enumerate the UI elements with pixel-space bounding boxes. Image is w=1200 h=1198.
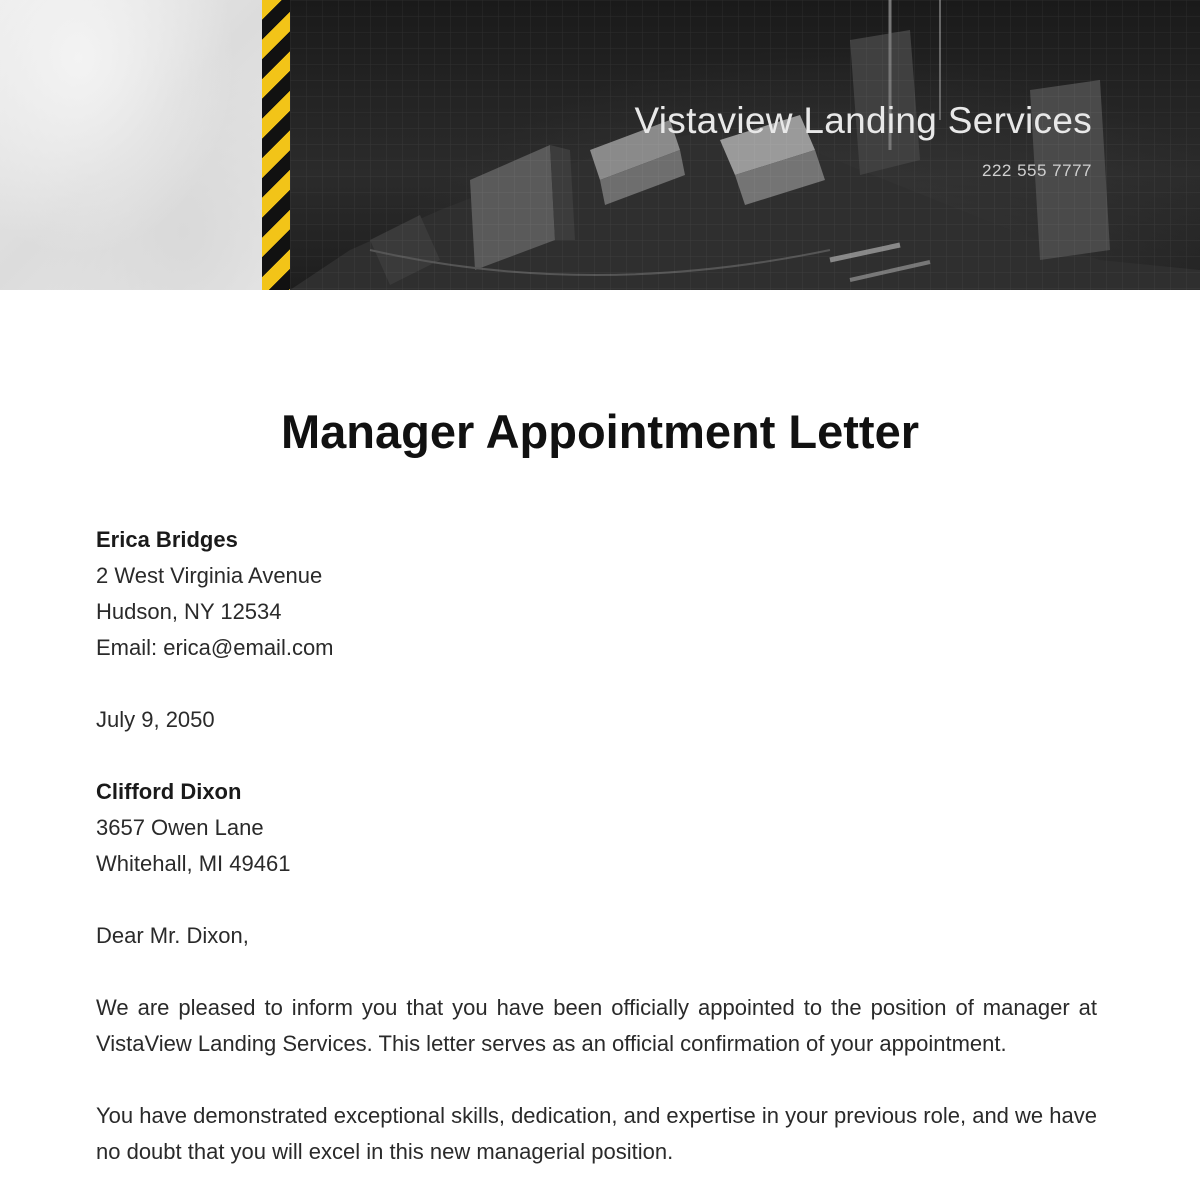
sender-name: Erica Bridges — [96, 527, 238, 552]
sender-email: Email: erica@email.com — [96, 635, 334, 660]
paragraph-2: You have demonstrated exceptional skills, dedication, and expertise in your previous role, and we have no doubt that you will excel in this new managerial position. — [96, 1103, 1097, 1164]
page-title: Manager Appointment Letter — [280, 405, 919, 458]
sender-address-line1: 2 West Virginia Avenue — [96, 563, 323, 588]
recipient-address-line1: 3657 Owen Lane — [96, 815, 264, 840]
construction-illustration — [290, 0, 1200, 290]
letter-date: July 9, 2050 — [96, 707, 215, 732]
hazard-stripe — [262, 0, 290, 290]
company-phone: 222 555 7777 — [982, 161, 1092, 180]
letter-body — [96, 522, 1097, 1170]
construction-photo — [290, 0, 1200, 290]
paragraph-1: We are pleased to inform you that you have been officially appointed to the position of manager at VistaView Landing Services. This letter serves as an official confirmation of your appointment. — [96, 995, 1097, 1056]
recipient-address-line2: Whitehall, MI 49461 — [96, 851, 291, 876]
concrete-texture-panel — [0, 0, 262, 290]
sender-address-line2: Hudson, NY 12534 — [96, 599, 282, 624]
header-banner — [0, 0, 1200, 290]
recipient-name: Clifford Dixon — [96, 779, 242, 804]
salutation: Dear Mr. Dixon, — [96, 923, 249, 948]
company-name: Vistaview Landing Services — [634, 100, 1092, 141]
